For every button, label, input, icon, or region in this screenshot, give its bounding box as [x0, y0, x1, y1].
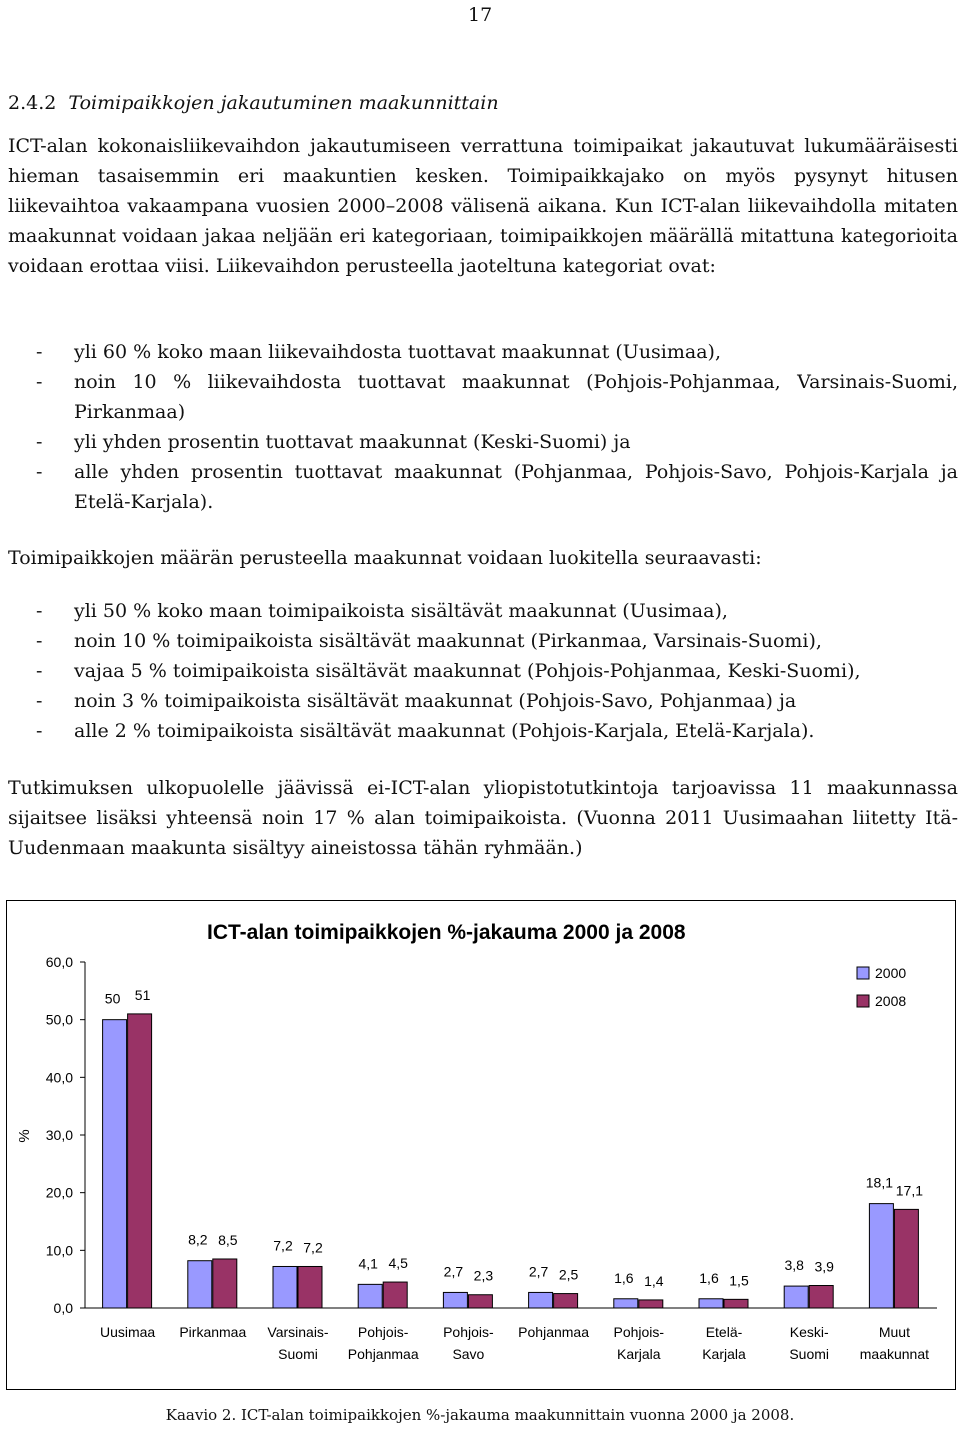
y-tick-label: 30,0: [45, 1127, 73, 1143]
list-dash: -: [36, 630, 43, 652]
list-dash: -: [36, 461, 43, 483]
bar-2000: [529, 1292, 553, 1308]
revenue-category-item: [8, 367, 958, 427]
list-dash: -: [36, 660, 43, 682]
data-label-2008: 1,5: [729, 1272, 749, 1289]
bar-2008: [468, 1295, 492, 1308]
legend-label-2008: 2008: [875, 993, 907, 1009]
bar-2000: [358, 1284, 382, 1308]
data-label-2008: 1,4: [644, 1272, 664, 1289]
data-label-2008: 3,9: [814, 1258, 834, 1275]
x-tick-label: Suomi: [278, 1346, 318, 1362]
x-tick-label: Pohjois-: [613, 1324, 665, 1340]
section-heading: [8, 92, 499, 114]
page-number: 17: [468, 4, 493, 26]
y-tick-label: 20,0: [45, 1184, 73, 1201]
bar-chart: [7, 901, 955, 1389]
location-category-list: [8, 596, 958, 746]
bar-2008: [554, 1294, 578, 1308]
list-item-text: alle yhden prosentin tuottavat maakunnat (Pohjanmaa, Pohjois-Savo, Pohjois-Karjala ja Etelä-Karjala).: [74, 461, 958, 513]
data-label-2000: 3,8: [784, 1257, 804, 1274]
list-item-text: yli 50 % koko maan toimipaikoista sisältävät maakunnat (Uusimaa),: [74, 600, 728, 622]
bar-2008: [128, 1014, 152, 1308]
bar-2000: [273, 1266, 297, 1308]
x-tick-label: Pohjois-: [357, 1324, 409, 1340]
y-tick-label: 40,0: [45, 1069, 73, 1086]
x-tick-label: Savo: [452, 1346, 485, 1362]
legend-label-2000: 2000: [875, 965, 907, 981]
bar-2000: [869, 1204, 893, 1308]
bar-2000: [188, 1261, 212, 1308]
data-label-2000: 2,7: [528, 1263, 549, 1280]
bar-2008: [894, 1209, 918, 1308]
bar-2008: [724, 1299, 748, 1308]
legend-swatch-2000: [857, 967, 869, 979]
chart-frame: [6, 900, 956, 1390]
list-dash: -: [36, 720, 43, 742]
paragraph-1: ICT-alan kokonaisliikevaihdon jakautumiseen verrattuna toimipaikat jakautuvat lukumääräisesti hieman tasaisemmin eri maakuntien kesken. Toimipaikkajako on myös pysynyt hitusen liikevaihtoa vakaampana vuosien 2000–2008 välisenä aikana. Kun ICT-alan liikevaihdolla mitaten maakunnat voidaan jakaa neljään eri kategoriaan, toimipaikkojen määrällä mitattuna kategorioita voidaan erottaa viisi. Liikevaihdon perusteella jaoteltuna kategoriat ovat:: [8, 135, 958, 277]
section-title: Toimipaikkojen jakautuminen maakunnittain: [68, 92, 499, 114]
list-item-text: noin 3 % toimipaikoista sisältävät maakunnat (Pohjois-Savo, Pohjanmaa) ja: [74, 690, 797, 712]
data-label-2000: 50: [104, 990, 121, 1007]
x-tick-label: Suomi: [789, 1346, 830, 1362]
location-category-item: [8, 656, 958, 686]
bar-2000: [784, 1286, 808, 1308]
data-label-2008: 7,2: [303, 1239, 323, 1256]
data-label-2008: 2,5: [558, 1266, 579, 1283]
data-label-2000: 1,6: [614, 1269, 634, 1286]
x-tick-label: Pirkanmaa: [179, 1324, 247, 1340]
x-tick-label: Karjala: [617, 1346, 661, 1362]
location-category-item: [8, 596, 958, 626]
x-tick-label: Muut: [878, 1324, 910, 1340]
x-tick-label: Pohjanmaa: [347, 1346, 419, 1362]
data-label-2008: 8,5: [218, 1231, 238, 1248]
chart-title: ICT-alan toimipaikkojen %-jakauma 2000 ja 2008: [207, 921, 686, 944]
legend-swatch-2008: [857, 995, 869, 1007]
x-tick-label: Keski-: [789, 1324, 829, 1340]
data-label-2000: 7,2: [273, 1237, 293, 1254]
x-tick-label: Pohjois-: [443, 1324, 494, 1340]
data-label-2000: 2,7: [443, 1263, 464, 1280]
revenue-category-item: [8, 427, 958, 457]
x-tick-label: Pohjanmaa: [518, 1324, 590, 1340]
data-label-2000: 4,1: [358, 1255, 378, 1272]
list-item-text: yli yhden prosentin tuottavat maakunnat (Keski-Suomi) ja: [74, 431, 631, 453]
location-category-item: [8, 626, 958, 656]
data-label-2008: 51: [134, 986, 151, 1003]
y-tick-label: 10,0: [45, 1242, 73, 1259]
x-tick-label: Karjala: [702, 1346, 746, 1362]
x-tick-label: Uusimaa: [99, 1324, 156, 1340]
list-dash: -: [36, 600, 43, 622]
bar-2000: [699, 1299, 723, 1308]
paragraph-3: Tutkimuksen ulkopuolelle jäävissä ei-ICT-alan yliopistotutkintoja tarjoavissa 11 maakunnassa sijaitsee lisäksi yhteensä noin 17 % alan toimipaikoista. (Vuonna 2011 Uusimaahan liitetty Itä-Uudenmaan maakunta sisältyy aineistossa tähän ryhmään.): [8, 777, 958, 859]
bar-2000: [103, 1020, 127, 1308]
bar-2008: [298, 1266, 322, 1308]
list-dash: -: [36, 431, 43, 453]
bar-2008: [383, 1282, 407, 1308]
list-item-text: yli 60 % koko maan liikevaihdosta tuottavat maakunnat (Uusimaa),: [74, 341, 722, 363]
revenue-category-list: [8, 337, 958, 517]
figure-caption: Kaavio 2. ICT-alan toimipaikkojen %-jakauma maakunnittain vuonna 2000 ja 2008.: [165, 1406, 795, 1424]
data-label-2000: 18,1: [865, 1174, 894, 1191]
x-tick-label: Varsinais-: [267, 1324, 329, 1340]
data-label-2008: 2,3: [473, 1267, 494, 1284]
paragraph-2: Toimipaikkojen määrän perusteella maakunnat voidaan luokitella seuraavasti:: [8, 547, 762, 569]
revenue-category-item: [8, 337, 958, 367]
list-dash: -: [36, 341, 43, 363]
list-item-text: alle 2 % toimipaikoista sisältävät maakunnat (Pohjois-Karjala, Etelä-Karjala).: [74, 720, 815, 742]
list-item-text: vajaa 5 % toimipaikoista sisältävät maakunnat (Pohjois-Pohjanmaa, Keski-Suomi),: [74, 660, 861, 682]
bar-2000: [443, 1292, 467, 1308]
location-category-item: [8, 716, 958, 746]
data-label-2008: 4,5: [388, 1255, 408, 1272]
list-dash: -: [36, 690, 43, 712]
bar-2008: [213, 1259, 237, 1308]
revenue-category-item: [8, 457, 958, 517]
bar-2000: [614, 1299, 638, 1308]
x-tick-label: Etelä-: [705, 1324, 743, 1340]
x-tick-label: maakunnat: [859, 1346, 930, 1362]
y-tick-label: 50,0: [45, 1011, 73, 1028]
list-item-text: noin 10 % toimipaikoista sisältävät maakunnat (Pirkanmaa, Varsinais-Suomi),: [74, 630, 822, 652]
list-dash: -: [36, 371, 43, 393]
bar-2008: [639, 1300, 663, 1308]
list-item-text: noin 10 % liikevaihdosta tuottavat maakunnat (Pohjois-Pohjanmaa, Varsinais-Suomi, Pirkanmaa): [74, 371, 958, 423]
y-tick-label: 0,0: [53, 1300, 73, 1316]
y-tick-label: 60,0: [45, 954, 73, 970]
location-category-item: [8, 686, 958, 716]
data-label-2008: 17,1: [895, 1182, 924, 1199]
section-number: 2.4.2: [8, 92, 57, 114]
y-axis-label: %: [16, 1129, 33, 1143]
data-label-2000: 8,2: [188, 1231, 208, 1248]
data-label-2000: 1,6: [699, 1269, 719, 1286]
bar-2008: [809, 1286, 833, 1308]
